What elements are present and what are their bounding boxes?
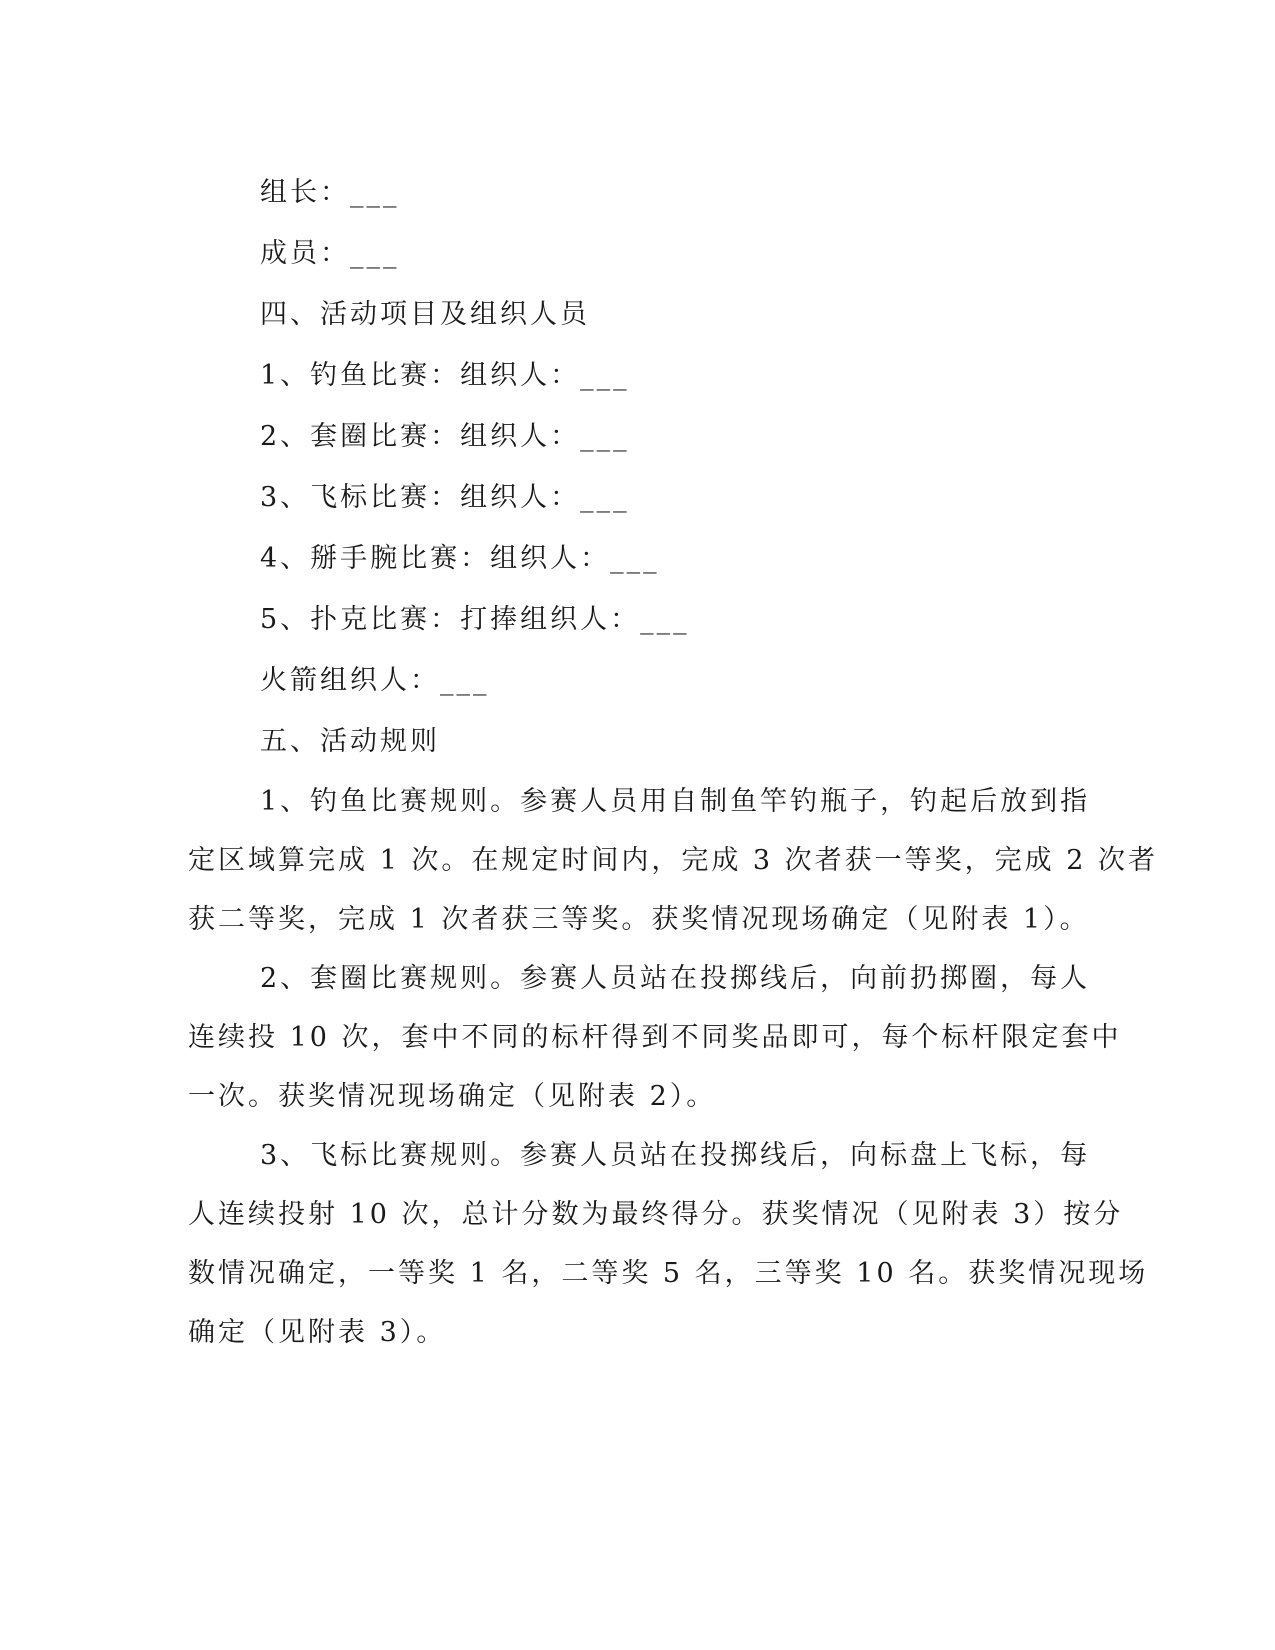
section-four-heading: 四、活动项目及组织人员 xyxy=(260,299,590,330)
rocket-organizer-line: 火箭组织人：___ xyxy=(260,665,490,696)
document-body xyxy=(188,162,1159,1362)
fishing-organizer-line: 1、钓鱼比赛：组织人：___ xyxy=(260,360,630,391)
paragraph-line: 2、套圈比赛规则。参赛人员站在投掷线后，向前扔掷圈，每人 xyxy=(260,963,1091,994)
ring-toss-organizer-line: 2、套圈比赛：组织人：___ xyxy=(260,421,630,452)
paragraph-line: 获二等奖，完成 1 次者获三等奖。获奖情况现场确定（见附表 1）。 xyxy=(188,904,1090,935)
arm-wrestling-organizer-line: 4、掰手腕比赛：组织人：___ xyxy=(260,543,660,574)
paragraph-line: 一次。获奖情况现场确定（见附表 2）。 xyxy=(188,1081,717,1112)
fishing-rules-paragraph xyxy=(188,772,1159,949)
paragraph-line: 数情况确定，一等奖 1 名，二等奖 5 名，三等奖 10 名。获奖情况现场 xyxy=(188,1258,1149,1289)
darts-organizer-line: 3、飞标比赛：组织人：___ xyxy=(260,482,630,513)
group-leader-line: 组长：___ xyxy=(260,177,400,208)
members-line: 成员：___ xyxy=(260,238,400,269)
paragraph-line: 定区域算完成 1 次。在规定时间内，完成 3 次者获一等奖，完成 2 次者 xyxy=(188,845,1159,876)
paragraph-line: 人连续投射 10 次，总计分数为最终得分。获奖情况（见附表 3）按分 xyxy=(188,1199,1124,1230)
poker-organizer-line: 5、扑克比赛：打捧组织人：___ xyxy=(260,604,690,635)
ring-toss-rules-paragraph xyxy=(188,949,1122,1126)
paragraph-line: 3、飞标比赛规则。参赛人员站在投掷线后，向标盘上飞标，每 xyxy=(260,1140,1091,1171)
section-five-heading: 五、活动规则 xyxy=(260,726,440,757)
paragraph-line: 连续投 10 次，套中不同的标杆得到不同奖品即可，每个标杆限定套中 xyxy=(188,1022,1122,1053)
darts-rules-paragraph xyxy=(188,1126,1149,1362)
paragraph-line: 确定（见附表 3）。 xyxy=(188,1317,447,1348)
paragraph-line: 1、钓鱼比赛规则。参赛人员用自制鱼竿钓瓶子，钓起后放到指 xyxy=(260,786,1091,817)
